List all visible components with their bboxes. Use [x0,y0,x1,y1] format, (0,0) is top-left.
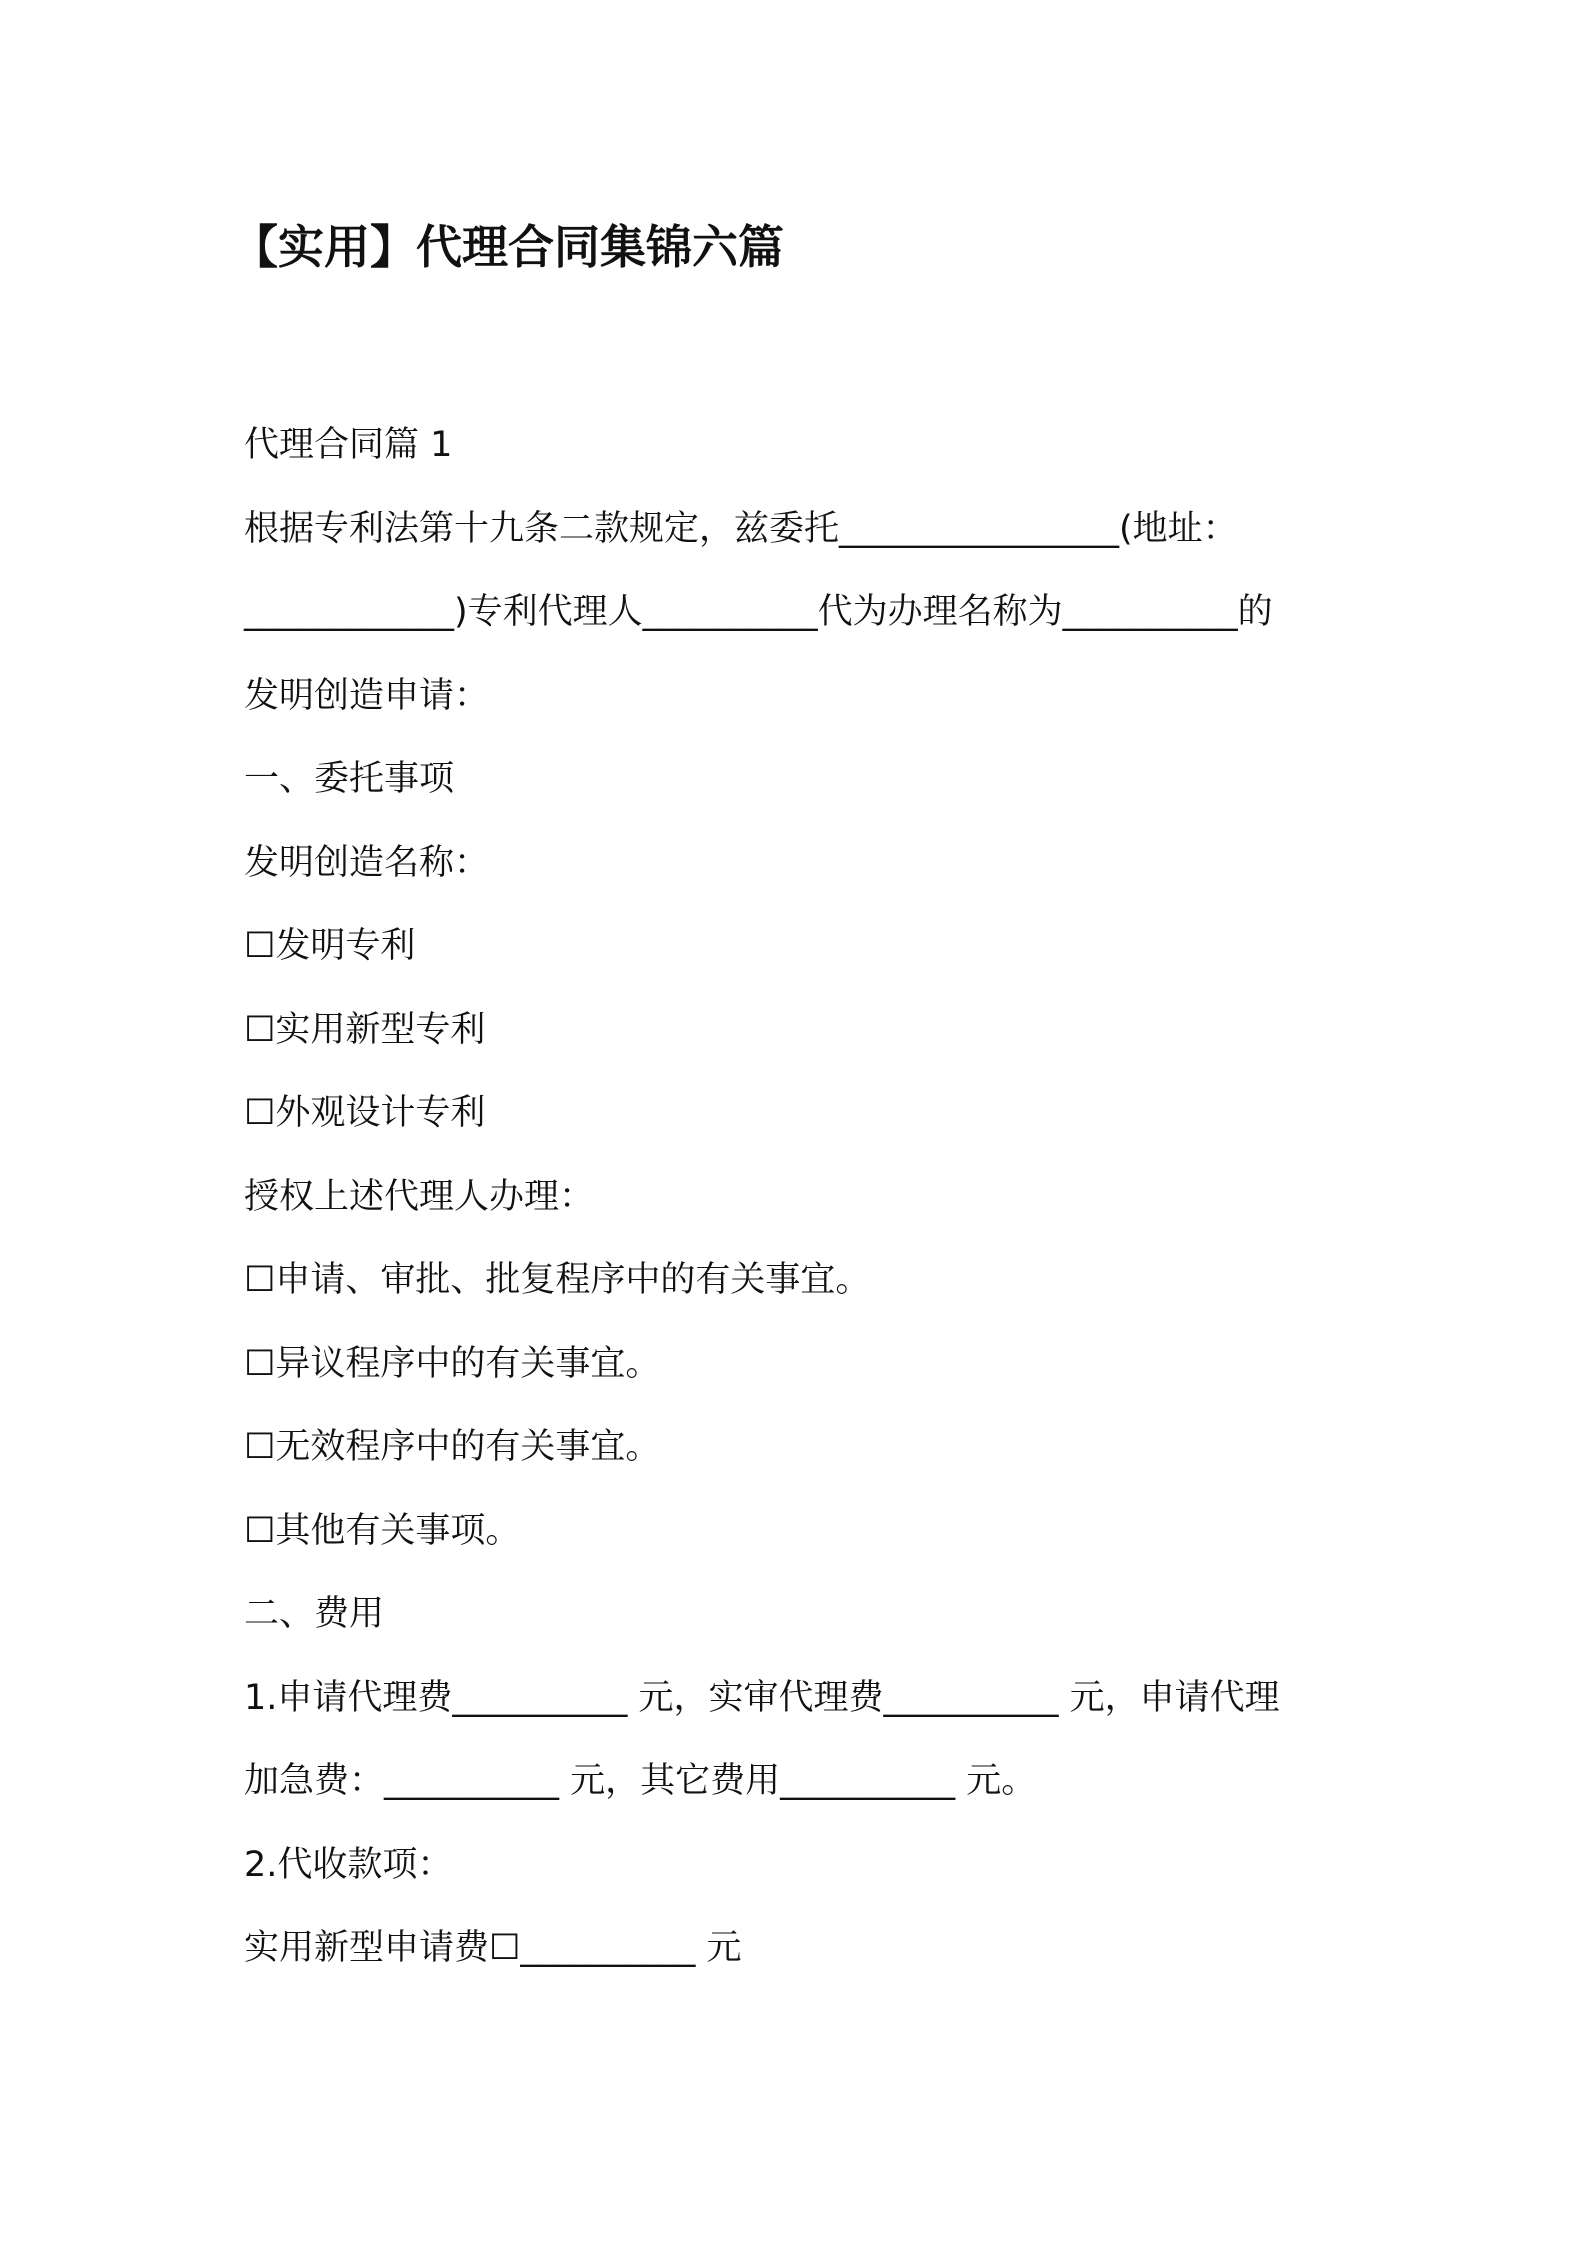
paragraph-line: 发明创造申请： [244,675,490,716]
field-label: 发明创造名称： [244,842,490,883]
section-heading: 二、费用 [244,1594,385,1634]
checkbox-option: ☐无效程序中的有关事宜。 [244,1427,661,1467]
checkbox-option: ☐外观设计专利 [244,1093,486,1133]
paragraph-line: 2.代收款项： [244,1844,453,1885]
paragraph-line: 根据专利法第十九条二款规定，兹委托________________(地址： [244,508,1238,549]
paragraph-line: ____________)专利代理人__________代为办理名称为__________的 [244,592,1273,632]
document-title: 【实用】代理合同集锦六篇 [232,220,784,274]
paragraph-line: 加急费：__________ 元，其它费用__________ 元。 [244,1761,1037,1801]
paragraph-line: 实用新型申请费☐__________ 元 [244,1928,742,1968]
checkbox-option: ☐发明专利 [244,926,416,966]
document-body [244,404,1364,1991]
field-label: 授权上述代理人办理： [244,1176,595,1217]
paragraph-line: 1.申请代理费__________ 元，实审代理费__________ 元，申请代理 [244,1677,1280,1718]
section-heading: 代理合同篇 1 [244,425,453,465]
checkbox-option: ☐实用新型专利 [244,1009,486,1050]
checkbox-option: ☐申请、审批、批复程序中的有关事宜。 [244,1260,871,1300]
section-heading: 一、委托事项 [244,759,455,799]
checkbox-option: ☐其他有关事项。 [244,1510,521,1551]
checkbox-option: ☐异议程序中的有关事宜。 [244,1343,661,1384]
